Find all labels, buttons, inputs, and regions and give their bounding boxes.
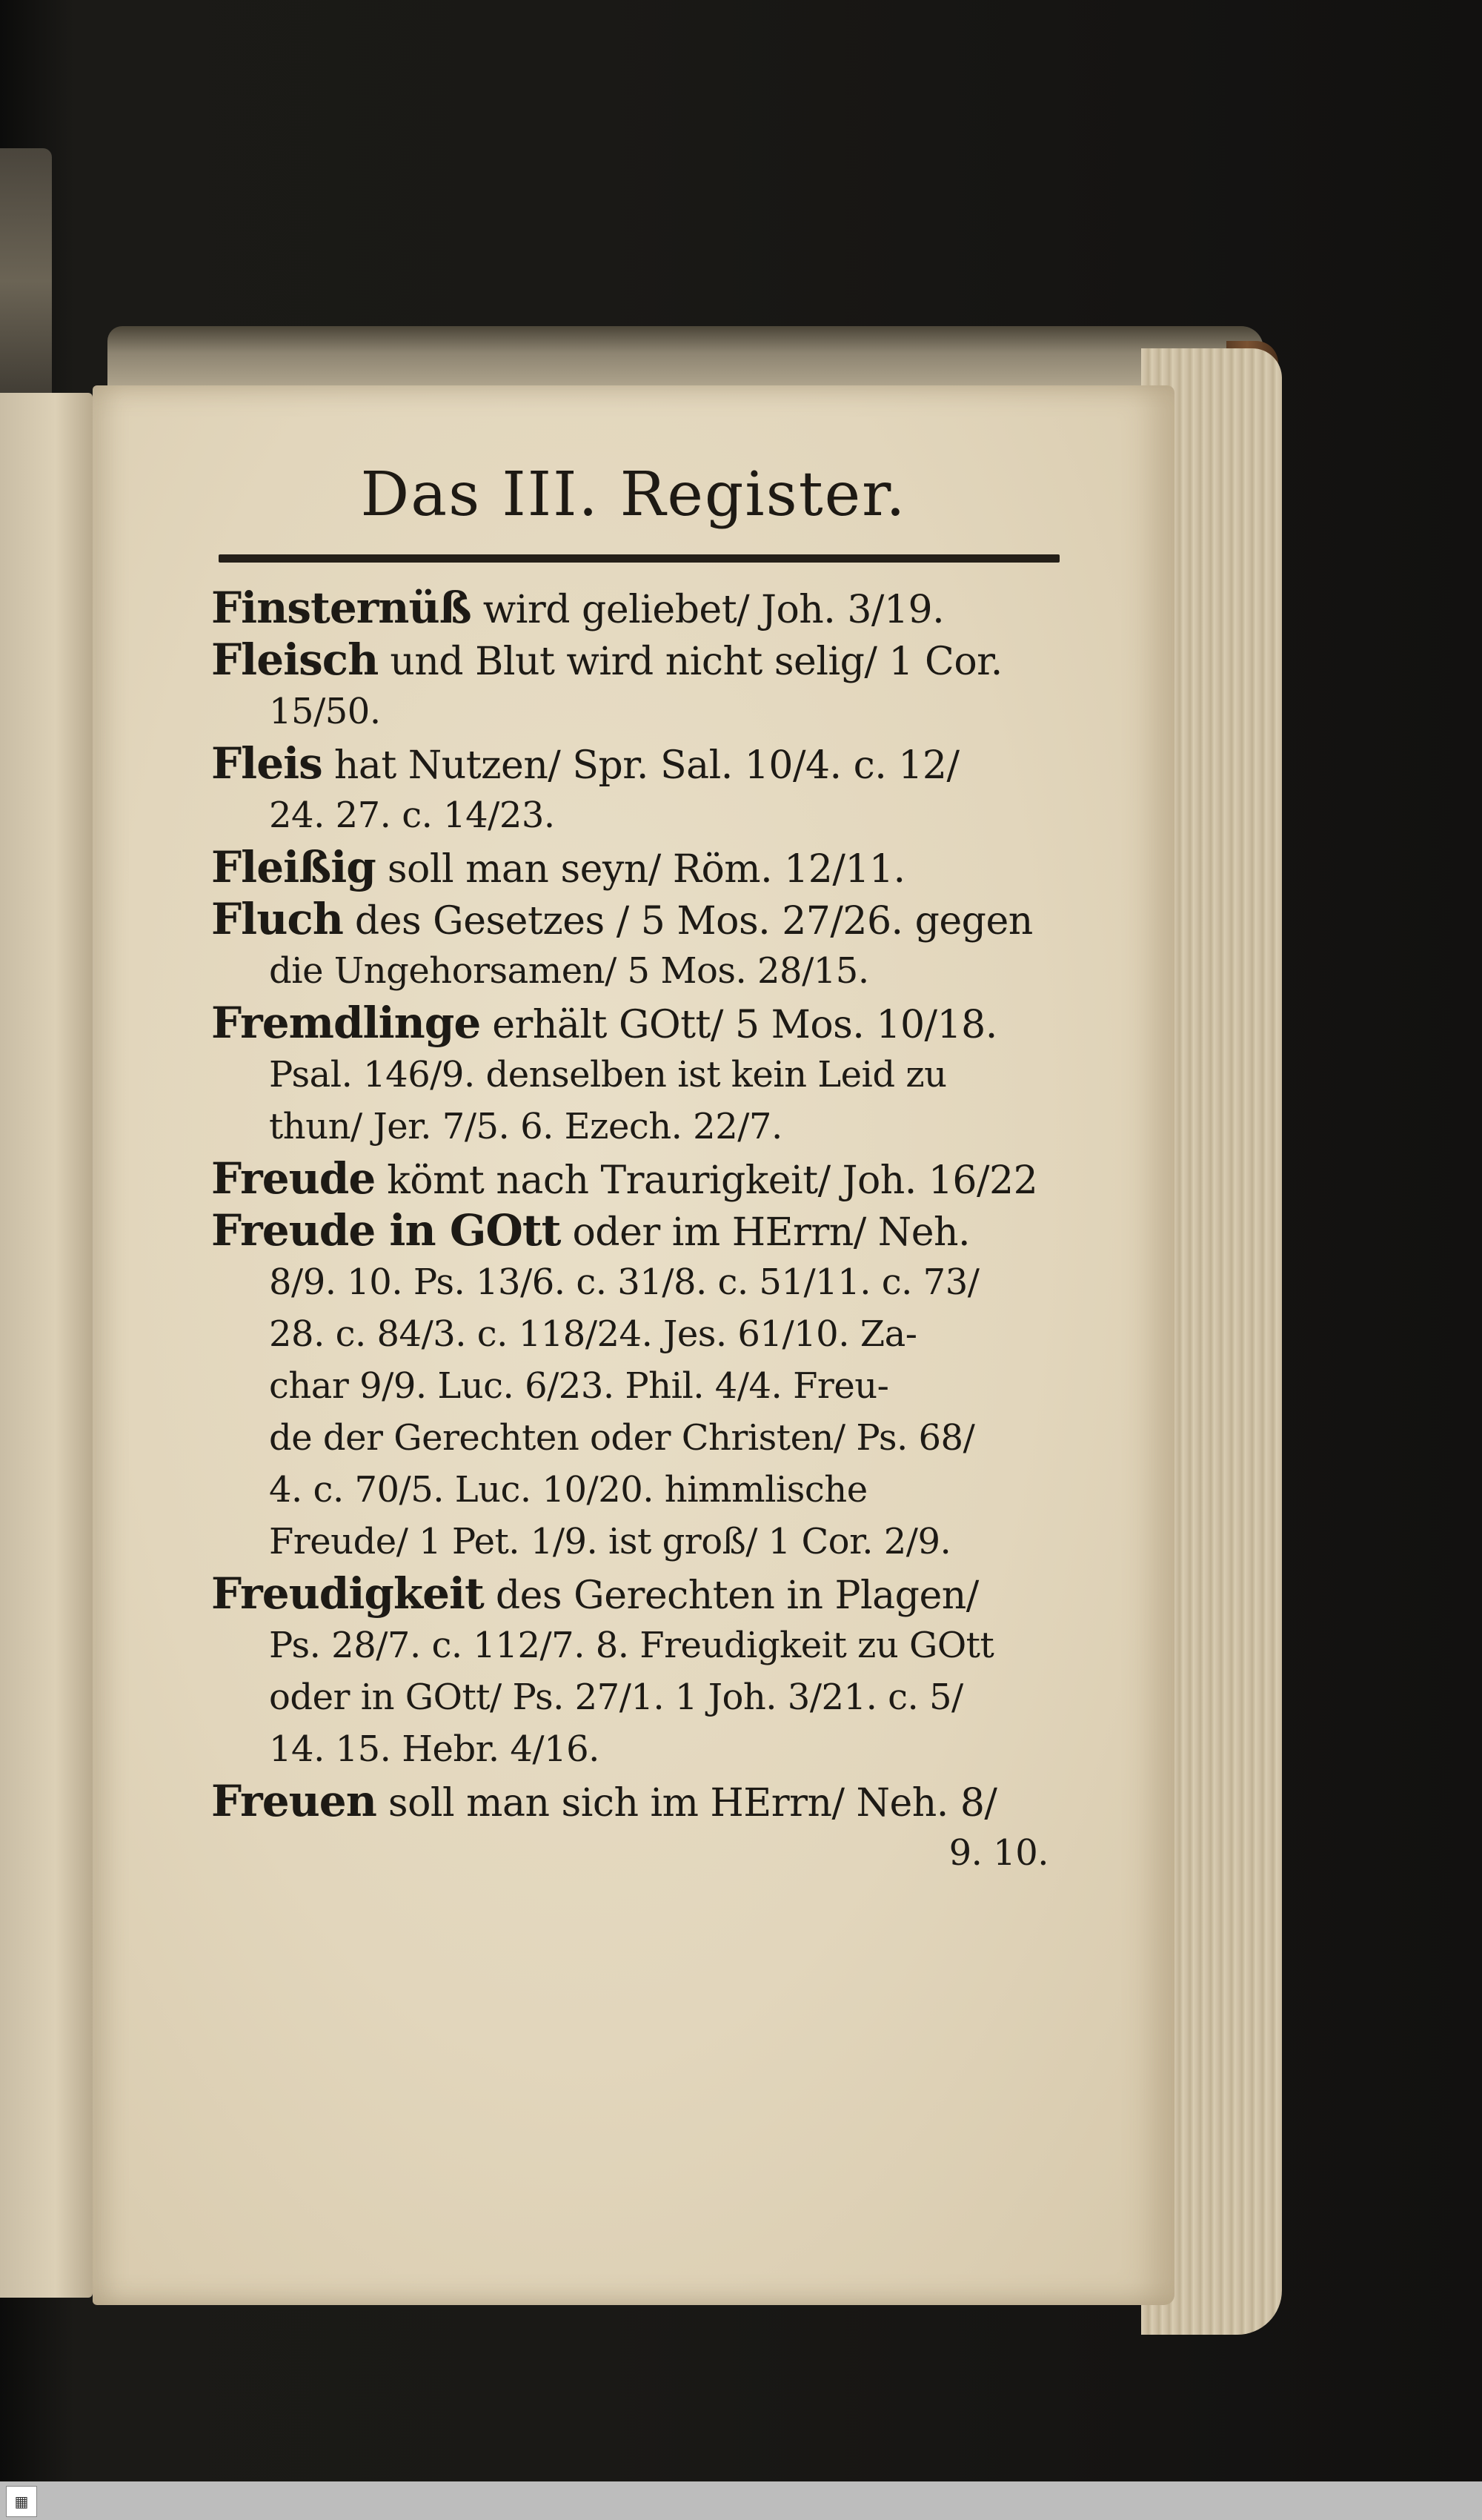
entry-text: Freude/ 1 Pet. 1/9. ist groß/ 1 Cor. 2/9.	[269, 1521, 951, 1562]
entry-line	[211, 582, 1071, 634]
entry-text: oder im HErrn/ Neh.	[560, 1210, 971, 1255]
entry-line	[211, 1516, 1071, 1568]
entry-text: 4. c. 70/5. Luc. 10/20. himmlische	[269, 1469, 868, 1511]
entry-line	[211, 1049, 1071, 1101]
entry-text: oder in GOtt/ Ps. 27/1. 1 Joh. 3/21. c. 5/	[269, 1677, 963, 1718]
entry-text: char 9/9. Luc. 6/23. Phil. 4/4. Freu-	[269, 1365, 889, 1407]
entry-line	[211, 1619, 1071, 1671]
entry-text: 15/50.	[269, 691, 381, 732]
entry-text: 28. c. 84/3. c. 118/24. Jes. 61/10. Za-	[269, 1313, 917, 1355]
entry-line	[211, 1671, 1071, 1723]
library-logo-icon: ▦	[6, 2486, 37, 2517]
viewer-footer-strip	[0, 2481, 1482, 2520]
entry-line	[211, 1308, 1071, 1360]
entry-head: Freudigkeit	[211, 1568, 484, 1619]
entry-head: Fleisch	[211, 634, 379, 685]
entry-line	[211, 1775, 1071, 1827]
entry-text: hat Nutzen/ Spr. Sal. 10/4. c. 12/	[322, 743, 960, 788]
entry-line	[211, 1101, 1071, 1153]
header-rule	[219, 554, 1060, 563]
entry-line	[211, 1412, 1071, 1464]
entry-line	[211, 997, 1071, 1049]
entry-text: erhält GOtt/ 5 Mos. 10/18.	[480, 1003, 997, 1047]
entry-line	[211, 1360, 1071, 1412]
entry-text: des Gesetzes / 5 Mos. 27/26. gegen	[342, 899, 1033, 944]
entry-text: wird geliebet/ Joh. 3/19.	[471, 588, 945, 632]
entry-head: Fluch	[211, 894, 343, 944]
book-page	[93, 385, 1174, 2305]
entry-head: Fleis	[211, 738, 322, 789]
running-head: Das III. Register.	[360, 460, 907, 530]
left-page-sliver	[0, 393, 93, 2298]
entry-head: Fremdlinge	[211, 998, 481, 1048]
book-top-edge	[107, 326, 1263, 393]
entry-line	[211, 1464, 1071, 1516]
entry-text: 8/9. 10. Ps. 13/6. c. 31/8. c. 51/11. c. 73/	[269, 1261, 980, 1303]
entry-head: Finsternüß	[211, 583, 471, 633]
entry-text: Psal. 146/9. denselben ist kein Leid zu	[269, 1054, 947, 1095]
entry-text: soll man seyn/ Röm. 12/11.	[375, 847, 906, 892]
entry-line	[211, 1723, 1071, 1775]
entry-head: Freuen	[211, 1776, 376, 1826]
entry-text: die Ungehorsamen/ 5 Mos. 28/15.	[269, 950, 869, 992]
entry-line	[211, 1204, 1071, 1256]
register-entries	[211, 582, 1071, 1879]
entry-text: 14. 15. Hebr. 4/16.	[269, 1728, 599, 1770]
entry-line	[211, 841, 1071, 893]
entry-text: kömt nach Traurigkeit/ Joh. 16/22	[375, 1158, 1038, 1203]
entry-text: soll man sich im HErrn/ Neh. 8/	[376, 1781, 997, 1826]
entry-line	[211, 893, 1071, 945]
entry-line	[211, 634, 1071, 686]
entry-line	[211, 686, 1071, 737]
entry-head: Freude in GOtt	[211, 1205, 561, 1256]
entry-line	[211, 945, 1071, 997]
entry-text: und Blut wird nicht selig/ 1 Cor.	[378, 640, 1003, 684]
entry-text: Ps. 28/7. c. 112/7. 8. Freudigkeit zu GOtt	[269, 1625, 994, 1666]
entry-line	[211, 789, 1071, 841]
entry-line	[211, 1256, 1071, 1308]
left-page-top-edge	[0, 148, 52, 415]
entry-head: Freude	[211, 1153, 376, 1204]
entry-line	[211, 1568, 1071, 1619]
entry-line	[211, 1153, 1071, 1204]
entry-text: des Gerechten in Plagen/	[483, 1574, 979, 1618]
entry-line	[211, 737, 1071, 789]
entry-line-continuation: 9. 10.	[948, 1832, 1049, 1874]
entry-text: 24. 27. c. 14/23.	[269, 795, 555, 836]
entry-head: Fleißig	[211, 842, 376, 892]
entry-text: thun/ Jer. 7/5. 6. Ezech. 22/7.	[269, 1106, 782, 1147]
entry-text: de der Gerechten oder Christen/ Ps. 68/	[269, 1417, 975, 1459]
